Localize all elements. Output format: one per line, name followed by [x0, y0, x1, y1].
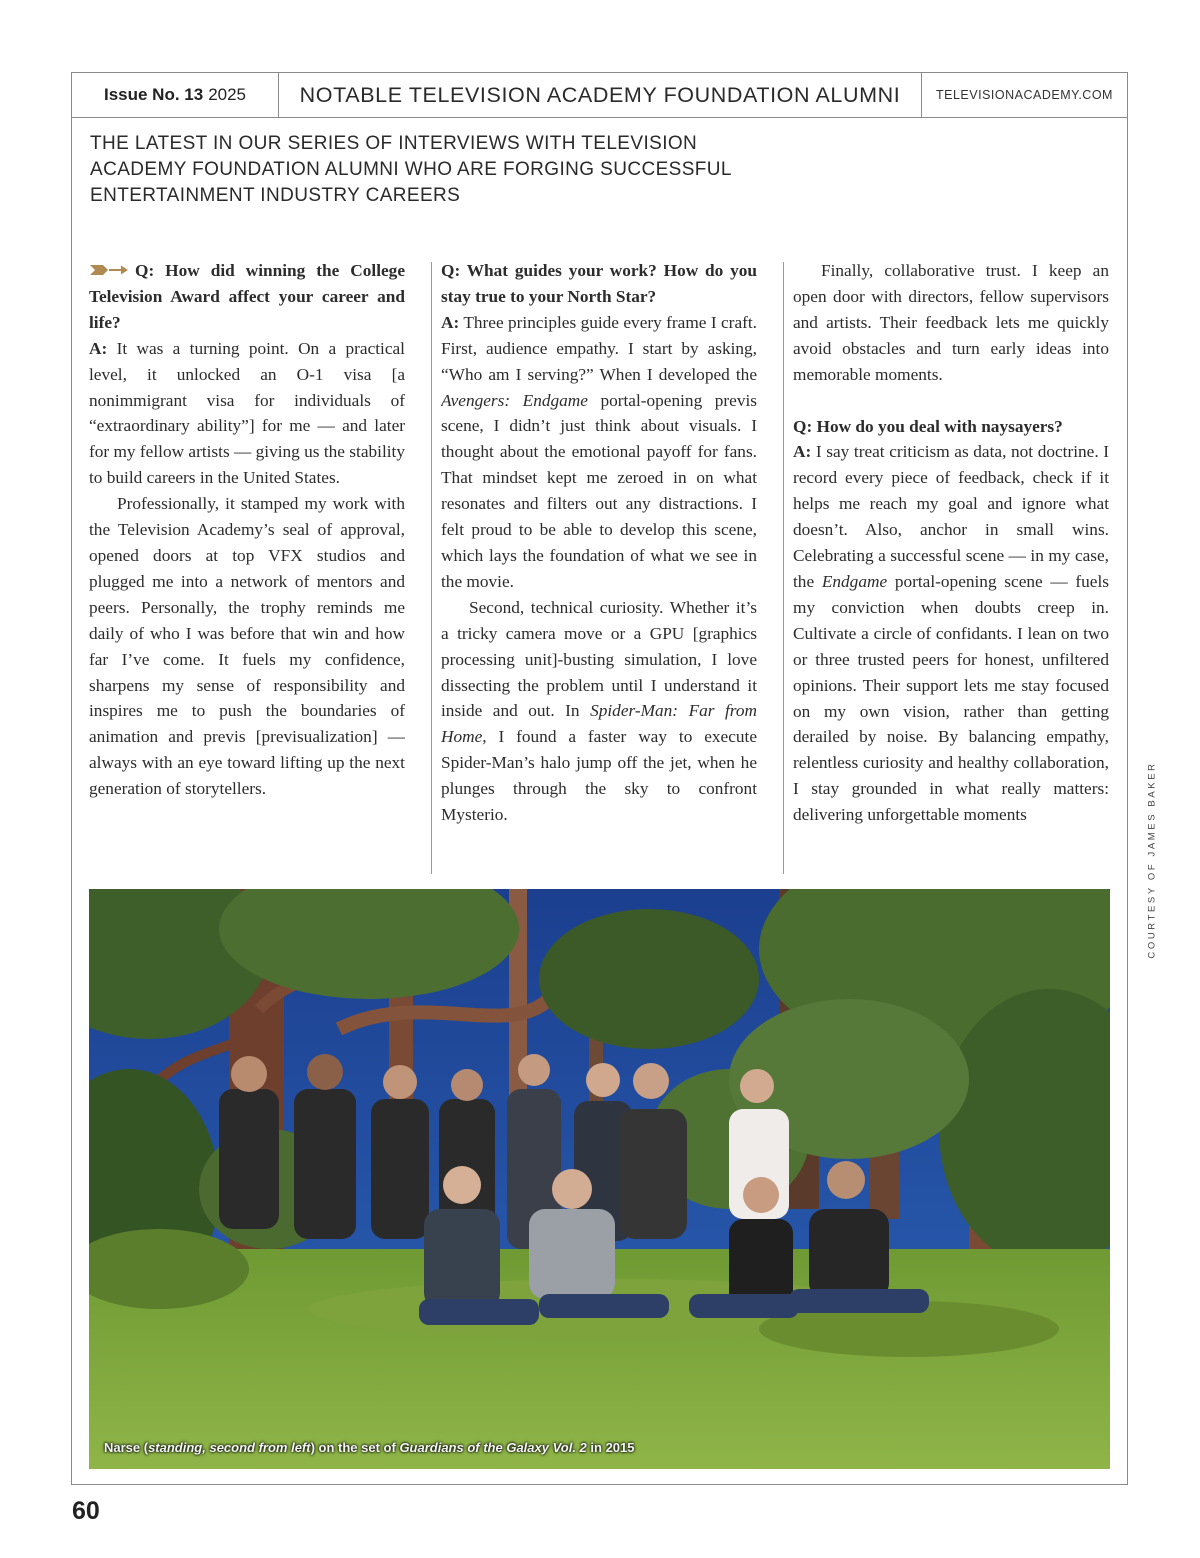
- answer-label: A:: [793, 442, 812, 462]
- answer-1-text: It was a turning point. On a practical level, it unlocked an O-1 visa [a nonimmigrant visa for individuals of “extraordinary ability”] for me — and later for my fellow artists — giving us the stability to build careers in the United States.: [89, 338, 405, 488]
- double-arrow-icon: [89, 263, 129, 277]
- column-divider: [783, 262, 784, 874]
- section-title: NOTABLE TELEVISION ACADEMY FOUNDATION ALUMNI: [279, 73, 922, 117]
- issue-number: [72, 73, 279, 117]
- caption-text: in 2015: [586, 1440, 635, 1455]
- column-divider: [431, 262, 432, 874]
- paragraph-gap: [793, 388, 1109, 414]
- answer-2-paragraph-1: [441, 310, 757, 595]
- intro-deck: THE LATEST IN OUR SERIES OF INTERVIEWS WITH TELEVISION ACADEMY FOUNDATION ALUMNI WHO ARE FORGING SUCCESSFUL ENTERTAINMENT INDUSTRY CAREERS: [90, 133, 732, 206]
- answer-2-text: Three principles guide every frame I craft. First, audience empathy. I start by asking, “Who am I serving?” When I developed the: [441, 312, 757, 384]
- film-title: Endgame: [821, 571, 888, 591]
- answer-1-paragraph-1: [89, 336, 405, 491]
- caption-text: Narse (: [104, 1440, 149, 1455]
- answer-2-text: , I found a faster way to execute Spider-Man’s halo jump off the jet, when he plunges through the sky to confront Mysterio.: [441, 727, 757, 825]
- answer-2-paragraph-2: [441, 595, 757, 828]
- forest-set-illustration: [89, 889, 1110, 1469]
- photo-credit-text: COURTESY OF JAMES BAKER: [1146, 761, 1158, 959]
- answer-3-paragraph: [793, 439, 1109, 828]
- article-column-3: [793, 258, 1109, 878]
- film-title: Spider-Man: Far from Home: [441, 701, 757, 747]
- answer-label: A:: [89, 338, 108, 358]
- answer-2-text: portal-opening previs scene, I didn’t just think about visuals. I thought about the emotional payoff for fans. That mindset kept me zeroed in on what resonates and filters out any distractions. I felt proud to be able to develop this scene, which lays the foundation of what we see in the movie.: [441, 390, 757, 591]
- answer-label: A:: [441, 312, 460, 332]
- caption-italic: standing, second from left: [148, 1440, 311, 1455]
- issue-year: 2025: [208, 85, 247, 104]
- page-number: 60: [72, 1497, 100, 1525]
- article-column-1: [89, 258, 405, 878]
- article-column-2: [441, 258, 757, 878]
- question-3: Q: How do you deal with naysayers?: [793, 416, 1063, 436]
- question-2: Q: What guides your work? How do you stay true to your North Star?: [441, 261, 757, 306]
- film-title: Avengers: Endgame: [441, 390, 588, 410]
- website-link[interactable]: TELEVISIONACADEMY.COM: [936, 88, 1113, 102]
- caption-text: ) on the set of: [310, 1440, 400, 1455]
- header-bar: [72, 73, 1127, 118]
- group-photo: [89, 889, 1110, 1469]
- answer-3-text: I say treat criticism as data, not doctrine. I record every piece of feedback, check if it helps me reach my goal and ignore what doesn’t. Also, anchor in small wins. Celebrating a successful scene — in my case, the: [793, 442, 1109, 591]
- answer-2-paragraph-3: Finally, collaborative trust. I keep an open door with directors, fellow supervisors and artists. Their feedback lets me quickly avoid obstacles and turn early ideas into memorable moments.: [793, 261, 1109, 384]
- caption-film-title: Guardians of the Galaxy Vol. 2: [399, 1440, 587, 1455]
- issue-label: Issue No. 13: [103, 85, 204, 104]
- answer-1-paragraph-2: Professionally, it stamped my work with the Television Academy’s seal of approval, opened doors at top VFX studios and plugged me into a network of mentors and peers. Personally, the trophy reminds me daily of who I was before that win and how far I’ve come. It fuels my confidence, sharpens my sense of responsibility and inspires me to push the boundaries of animation and previs [previsualization] — always with an eye toward lifting up the next generation of storytellers.: [89, 494, 405, 799]
- answer-2-text: Second, technical curiosity. Whether it’s a tricky camera move or a GPU [graphics processing unit]-busting simulation, I love dissecting the problem until I understand it inside and out. In: [441, 597, 757, 721]
- answer-3-text: portal-opening scene — fuels my conviction when doubts creep in. Cultivate a circle of confidants. I lean on two or three trusted peers for honest, unfiltered opinions. Their support lets me stay focused on my own vision, rather than getting derailed by noise. By balancing empathy, relentless curiosity and healthy collaboration, I stay grounded in what really matters: delivering unforgettable moments: [793, 571, 1109, 825]
- photo-caption: [104, 1440, 635, 1455]
- question-1-text: Q: How did winning the College Television Award affect your career and life?: [89, 261, 405, 332]
- question-1: [89, 258, 405, 336]
